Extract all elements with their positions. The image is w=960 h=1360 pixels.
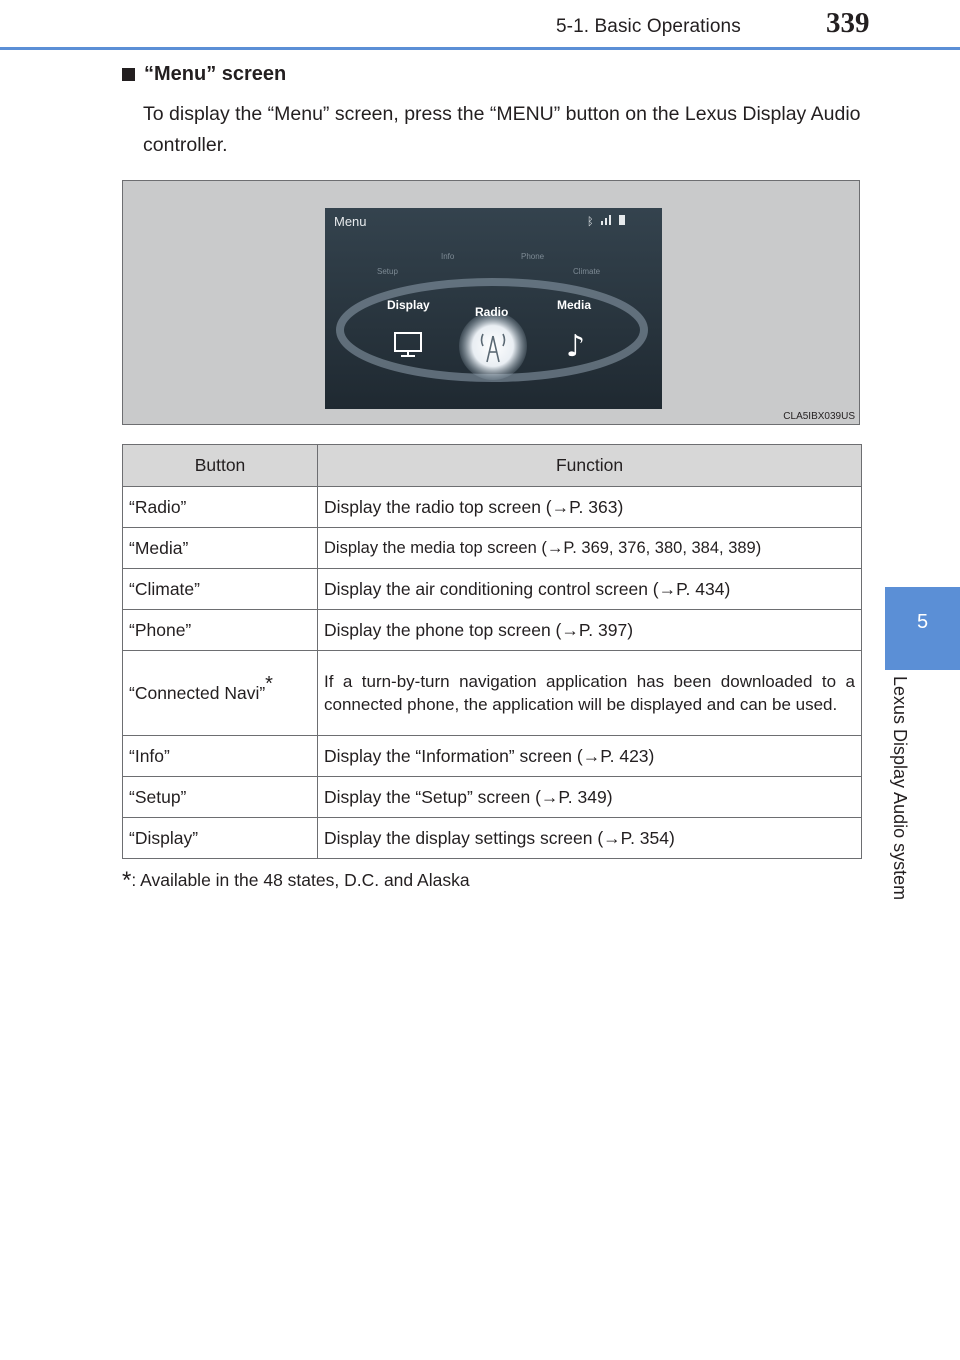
column-header-function: Function <box>318 445 862 487</box>
table-row <box>123 736 862 777</box>
heading-text: “Menu” screen <box>144 63 287 85</box>
figure-code: CLA5IBX039US <box>783 411 855 422</box>
function-cell: Display the radio top screen (→P. 363) <box>318 487 862 528</box>
menu-screen-figure <box>122 180 860 425</box>
button-cell: “Phone” <box>123 610 318 651</box>
table-row <box>123 818 862 859</box>
function-cell: Display the media top screen (→P. 369, 376, 380, 384, 389) <box>318 528 862 569</box>
bluetooth-icon: ᛒ <box>587 215 594 228</box>
menu-item-climate[interactable]: Climate <box>573 267 601 276</box>
music-note-icon: ♪ <box>566 329 586 364</box>
table-header-row <box>123 445 862 487</box>
page-number: 339 <box>826 7 870 39</box>
menu-item-info[interactable]: Info <box>441 252 455 261</box>
button-cell: “Radio” <box>123 487 318 528</box>
menu-item-phone[interactable]: Phone <box>521 252 545 261</box>
table-row <box>123 487 862 528</box>
chapter-tab: 5 <box>885 587 960 670</box>
menu-item-media[interactable]: Media <box>557 298 592 312</box>
button-label: “Connected Navi” <box>129 682 266 703</box>
button-cell: “Setup” <box>123 777 318 818</box>
function-cell: Display the “Information” screen (→P. 423) <box>318 736 862 777</box>
button-function-table <box>122 444 862 859</box>
table-row <box>123 528 862 569</box>
intro-paragraph: To display the “Menu” screen, press the “MENU” button on the Lexus Display Audio controller. <box>143 103 861 156</box>
table-row <box>123 651 862 736</box>
menu-title: Menu <box>334 214 367 229</box>
button-cell <box>123 651 318 736</box>
menu-item-radio[interactable]: Radio <box>475 305 509 319</box>
footnote-mark: * <box>265 672 273 695</box>
button-cell: “Media” <box>123 528 318 569</box>
table-row <box>123 610 862 651</box>
button-cell: “Display” <box>123 818 318 859</box>
square-bullet-icon <box>122 68 135 81</box>
section-title: 5-1. Basic Operations <box>556 16 741 37</box>
footnote <box>122 867 470 898</box>
radio-selected-highlight <box>459 312 527 380</box>
function-cell: If a turn-by-turn navigation application has been downloaded to a connected phone, the application will be displayed and can be used. <box>318 651 862 736</box>
footnote-asterisk: * <box>122 867 132 894</box>
function-cell: Display the phone top screen (→P. 397) <box>318 610 862 651</box>
display-screen <box>325 208 662 409</box>
menu-item-display[interactable]: Display <box>387 298 430 312</box>
footnote-text: : Available in the 48 states, D.C. and Alaska <box>131 870 470 890</box>
chapter-title: Lexus Display Audio system <box>890 676 910 901</box>
function-cell: Display the display settings screen (→P. 354) <box>318 818 862 859</box>
table-row <box>123 569 862 610</box>
column-header-button: Button <box>123 445 318 487</box>
battery-icon <box>619 215 625 225</box>
section-heading <box>122 63 286 86</box>
menu-screen-illustration <box>325 208 662 409</box>
button-cell: “Climate” <box>123 569 318 610</box>
menu-item-setup[interactable]: Setup <box>377 267 398 276</box>
header-rule <box>0 47 960 50</box>
function-cell: Display the “Setup” screen (→P. 349) <box>318 777 862 818</box>
chapter-label <box>890 676 932 936</box>
button-cell: “Info” <box>123 736 318 777</box>
function-cell: Display the air conditioning control screen (→P. 434) <box>318 569 862 610</box>
table-row <box>123 777 862 818</box>
